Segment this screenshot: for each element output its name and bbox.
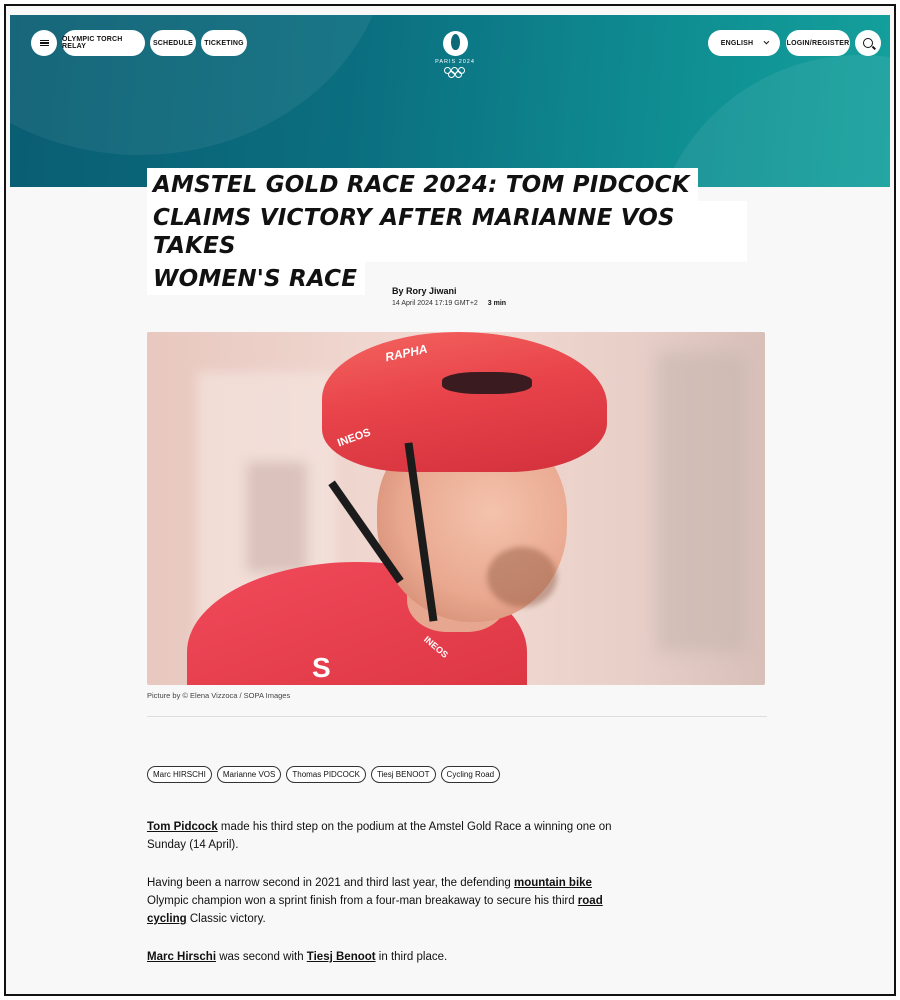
team-logo: INEOS <box>335 426 373 450</box>
tag-chip[interactable]: Marc HIRSCHI <box>147 766 212 783</box>
article-meta <box>392 300 506 307</box>
logo-text: PARIS 2024 <box>435 59 475 65</box>
divider <box>147 716 767 717</box>
paragraph-text: Having been a narrow second in 2021 and third last year, the defending <box>147 877 514 889</box>
link-tom-pidcock[interactable]: Tom Pidcock <box>147 821 218 833</box>
link-tiesj-benoot[interactable]: Tiesj Benoot <box>306 951 376 963</box>
search-button[interactable] <box>855 30 881 56</box>
title-line: WOMEN'S RACE <box>147 262 365 295</box>
paris-2024-logo[interactable] <box>432 31 478 89</box>
tag-chip[interactable]: Marianne VOS <box>217 766 281 783</box>
paragraph <box>147 948 627 966</box>
byline <box>392 286 506 307</box>
tag-list <box>147 766 500 783</box>
nav-torch-relay-button[interactable]: OLYMPIC TORCH RELAY <box>62 30 145 56</box>
menu-icon <box>40 40 49 47</box>
paragraph-text: was second with <box>216 951 307 963</box>
language-label: ENGLISH <box>720 39 754 47</box>
team-logo: INEOS <box>422 634 450 660</box>
helmet <box>322 332 607 472</box>
paragraph-text: in third place. <box>375 951 448 963</box>
search-icon <box>863 38 873 48</box>
language-select[interactable] <box>708 30 780 56</box>
tag-chip[interactable]: Tiesj BENOOT <box>371 766 436 783</box>
read-time: 3 min <box>487 300 507 307</box>
menu-button[interactable] <box>31 30 57 56</box>
paragraph-text: made his third step on the podium at the Amstel Gold Race a winning one on Sunday (14 April). <box>147 821 612 851</box>
nav-ticketing-button[interactable]: TICKETING <box>201 30 247 56</box>
hero-image <box>147 332 765 685</box>
link-road-cycling[interactable]: road cycling <box>147 895 603 925</box>
sponsor-logo: S <box>312 652 331 683</box>
article-title <box>147 168 747 295</box>
title-line: CLAIMS VICTORY AFTER MARIANNE VOS TAKES <box>147 201 747 262</box>
image-caption: Picture by © Elena Vizzoca / SOPA Images <box>147 691 291 700</box>
page-frame <box>4 4 896 996</box>
tag-chip[interactable]: Thomas PIDCOCK <box>286 766 366 783</box>
paragraph-text: Olympic champion won a sprint finish from a four-man breakaway to secure his third <box>147 895 578 907</box>
chevron-down-icon <box>764 39 770 45</box>
paragraph <box>147 874 627 928</box>
paragraph <box>147 818 627 854</box>
flame-icon <box>443 31 468 56</box>
login-register-button[interactable]: LOGIN/REGISTER <box>786 30 850 56</box>
site-header <box>10 15 890 187</box>
article-body <box>147 818 627 986</box>
tag-chip[interactable]: Cycling Road <box>441 766 501 783</box>
link-mountain-bike[interactable]: mountain bike <box>513 877 592 889</box>
olympic-rings-icon <box>444 67 466 77</box>
helmet-brand: RAPHA <box>384 341 429 365</box>
publish-date: 14 April 2024 17:19 GMT+2 <box>392 300 478 307</box>
nav-schedule-button[interactable]: SCHEDULE <box>150 30 196 56</box>
link-marc-hirschi[interactable]: Marc Hirschi <box>147 951 217 963</box>
paragraph-text: Classic victory. <box>186 913 266 925</box>
title-line: AMSTEL GOLD RACE 2024: TOM PIDCOCK <box>147 168 698 201</box>
author-name[interactable]: By Rory Jiwani <box>392 286 457 296</box>
